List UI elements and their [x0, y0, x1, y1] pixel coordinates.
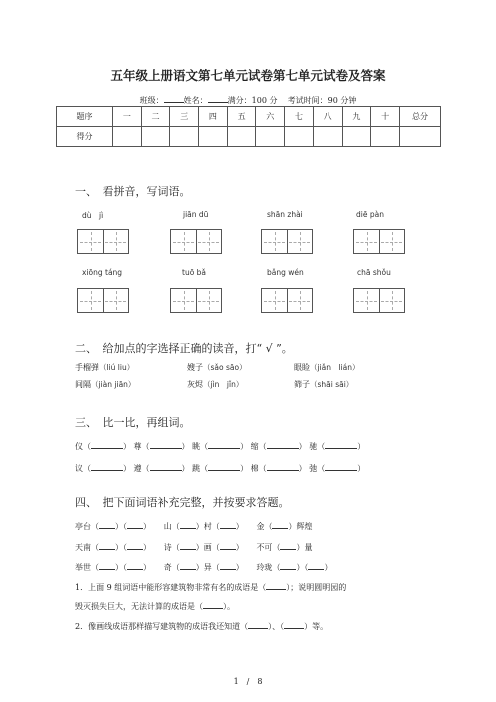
class-label: 班级： [139, 96, 164, 105]
header-cell: 七 [285, 107, 314, 127]
reading-row [187, 362, 247, 373]
score-cell[interactable] [170, 127, 199, 147]
page-title: 五年级上册语文第七单元试卷第七单元试卷及答案 [110, 68, 386, 83]
header-cell: 十 [371, 107, 400, 127]
q1-text: 1．上面 9 组词语中能形容建筑物非常有名的成语是（ [75, 583, 267, 592]
reading-word: 灰烬 [187, 380, 203, 389]
fill-text: 亭台 [75, 522, 91, 531]
header-cell: 总分 [400, 107, 441, 127]
fill-blank[interactable] [180, 561, 196, 570]
fill-blank[interactable] [308, 561, 324, 570]
writing-grid[interactable] [261, 288, 313, 313]
reading-word: 眼睑 [294, 363, 310, 372]
pinyin-label: chā shǒu [357, 268, 391, 277]
fill-blank[interactable] [99, 561, 115, 570]
fill-text: 村 [203, 522, 212, 531]
header-cell: 三 [170, 107, 199, 127]
fill-row-2: 天南（ ）（ ） 诗（ ）画（ ） 不可（ ）量 [75, 543, 313, 552]
fill-blank[interactable] [99, 520, 115, 529]
writing-grid[interactable] [353, 288, 405, 313]
reading-options[interactable]: （jìn jǐn） [203, 380, 244, 389]
section-3-heading: 三、 比一比，再组词。 [75, 416, 191, 429]
writing-grid[interactable] [261, 229, 313, 254]
compare-blank[interactable] [150, 462, 182, 471]
fill-text: 量 [304, 543, 313, 552]
pinyin-label: jiān dū [183, 210, 209, 219]
fill-text: 异 [203, 563, 212, 572]
score-row [57, 127, 441, 147]
fill-row-1: 亭台（ ）（ ） 山（ ）村（ ） 金（ ）辉煌 [75, 522, 313, 531]
compare-char: 尊 [133, 442, 142, 451]
compare-blank[interactable] [325, 462, 357, 471]
fill-text: 辉煌 [296, 522, 313, 531]
full-score: 满分：100 分 [227, 96, 278, 105]
score-cell[interactable] [371, 127, 400, 147]
pinyin-label: dù jì [82, 211, 104, 220]
reading-options[interactable]: （shāi sāi） [310, 380, 354, 389]
compare-char: 弛 [309, 464, 318, 473]
section-1-heading: 一、 看拼音，写词语。 [75, 185, 191, 198]
compare-char: 仪 [75, 442, 83, 451]
reading-options[interactable]: （liú liu） [99, 363, 135, 372]
exam-info [0, 93, 496, 106]
compare-blank[interactable] [91, 462, 123, 471]
header-cell: 六 [256, 107, 285, 127]
score-row-label: 得分 [57, 127, 113, 147]
reading-row [75, 362, 134, 373]
reading-word: 间隔 [75, 380, 91, 389]
fill-blank[interactable] [99, 541, 115, 550]
page-number: 1 / 8 [233, 677, 263, 686]
fill-blank[interactable] [280, 541, 296, 550]
score-cell[interactable] [313, 127, 342, 147]
compare-char: 棉 [250, 464, 259, 473]
compare-row-2: 议（ ） 遵（ ） 跳（ ） 棉（ ） 弛（ ） [75, 464, 366, 473]
fill-text: 山 [163, 522, 172, 531]
header-cell: 四 [199, 107, 228, 127]
fill-blank[interactable] [220, 561, 236, 570]
q1-blank[interactable] [203, 600, 223, 609]
reading-row [294, 362, 360, 373]
question-1-line-2 [75, 600, 235, 612]
pinyin-label: shān zhài [267, 210, 303, 219]
fill-blank[interactable] [220, 520, 236, 529]
header-cell: 八 [313, 107, 342, 127]
reading-word: 嫂子 [187, 363, 203, 372]
reading-row [75, 379, 135, 390]
compare-char: 遵 [133, 464, 142, 473]
compare-char: 跳 [192, 464, 201, 473]
name-blank[interactable] [208, 93, 228, 103]
q2-text: 2．像画线成语那样描写建筑物的成语我还知道（ [75, 622, 249, 631]
score-table [56, 106, 441, 147]
writing-grid[interactable] [77, 229, 129, 254]
fill-blank[interactable] [180, 520, 196, 529]
q1-text: 毁灭损失巨大，无法计算的成语是（ [75, 602, 203, 611]
score-cell[interactable] [400, 127, 441, 147]
compare-blank[interactable] [267, 462, 299, 471]
score-cell[interactable] [113, 127, 142, 147]
fill-text: 画 [203, 543, 212, 552]
section-4-heading: 四、 把下面词语补充完整，并按要求答题。 [75, 496, 290, 509]
question-1-line-1 [75, 581, 346, 593]
fill-text: 金 [256, 522, 265, 531]
pinyin-label: diē pàn [356, 210, 384, 219]
score-header-row [57, 107, 441, 127]
pinyin-label: xiōng táng [82, 268, 123, 277]
writing-grid[interactable] [170, 229, 222, 254]
pinyin-label: bǎng wén [267, 268, 304, 277]
compare-row-1: 仪（ ） 尊（ ） 眺（ ） 缩（ ） 驰（ ） [75, 442, 366, 451]
score-cell[interactable] [227, 127, 256, 147]
compare-char: 驰 [309, 442, 318, 451]
header-cell: 九 [342, 107, 371, 127]
fill-text: 奇 [163, 563, 172, 572]
score-cell[interactable] [141, 127, 170, 147]
fill-blank[interactable] [127, 541, 143, 550]
pinyin-label: tuō bǎ [182, 268, 207, 277]
reading-word: 筛子 [294, 380, 310, 389]
q1-blank[interactable] [266, 581, 286, 590]
q2-blank[interactable] [284, 620, 304, 629]
q2-text: ）、（ [268, 622, 285, 631]
compare-char: 缩 [250, 442, 259, 451]
reading-word: 手榴弹 [75, 363, 99, 372]
compare-char: 议 [75, 464, 83, 473]
header-cell: 五 [227, 107, 256, 127]
reading-row [294, 379, 353, 390]
header-cell: 题序 [57, 107, 113, 127]
reading-options[interactable]: （jiǎn lián） [310, 363, 360, 372]
fill-blank[interactable] [180, 541, 196, 550]
fill-blank[interactable] [127, 520, 143, 529]
score-cell[interactable] [199, 127, 228, 147]
compare-blank[interactable] [325, 440, 357, 449]
header-cell: 二 [141, 107, 170, 127]
score-cell[interactable] [342, 127, 371, 147]
fill-text: 诗 [163, 543, 172, 552]
q1-text: ）。 [223, 602, 235, 611]
compare-blank[interactable] [208, 440, 240, 449]
fill-text: 不可 [256, 543, 273, 552]
fill-blank[interactable] [127, 561, 143, 570]
fill-blank[interactable] [220, 541, 236, 550]
reading-row [187, 379, 243, 390]
fill-blank[interactable] [280, 561, 296, 570]
name-label: 姓名： [183, 96, 208, 105]
score-cell[interactable] [256, 127, 285, 147]
compare-blank[interactable] [208, 462, 240, 471]
writing-grid[interactable] [77, 288, 129, 313]
question-2 [75, 620, 328, 632]
q2-text: ）等。 [304, 622, 329, 631]
compare-blank[interactable] [150, 440, 182, 449]
header-cell: 一 [113, 107, 142, 127]
q1-text: ）；说明圆明园的 [286, 583, 347, 592]
fill-text: 天南 [75, 543, 91, 552]
fill-blank[interactable] [272, 520, 288, 529]
compare-blank[interactable] [91, 440, 123, 449]
reading-options[interactable]: （sǎo sāo） [203, 363, 247, 372]
fill-text: 举世 [75, 563, 91, 572]
section-2-heading: 二、 给加点的字选择正确的读音，打“ √ ”。 [75, 342, 293, 355]
writing-grid[interactable] [170, 288, 222, 313]
fill-text: 玲珑 [256, 563, 273, 572]
class-blank[interactable] [164, 93, 184, 103]
score-cell[interactable] [285, 127, 314, 147]
compare-char: 眺 [192, 442, 201, 451]
reading-options[interactable]: （jiàn jiān） [91, 380, 136, 389]
fill-row-3: 举世（ ）（ ） 奇（ ）异（ ） 玲珑（ ）（ ） [75, 563, 333, 572]
exam-time: 考试时间：90 分钟 [287, 96, 357, 105]
writing-grid[interactable] [353, 229, 405, 254]
compare-blank[interactable] [267, 440, 299, 449]
q2-blank[interactable] [248, 620, 268, 629]
